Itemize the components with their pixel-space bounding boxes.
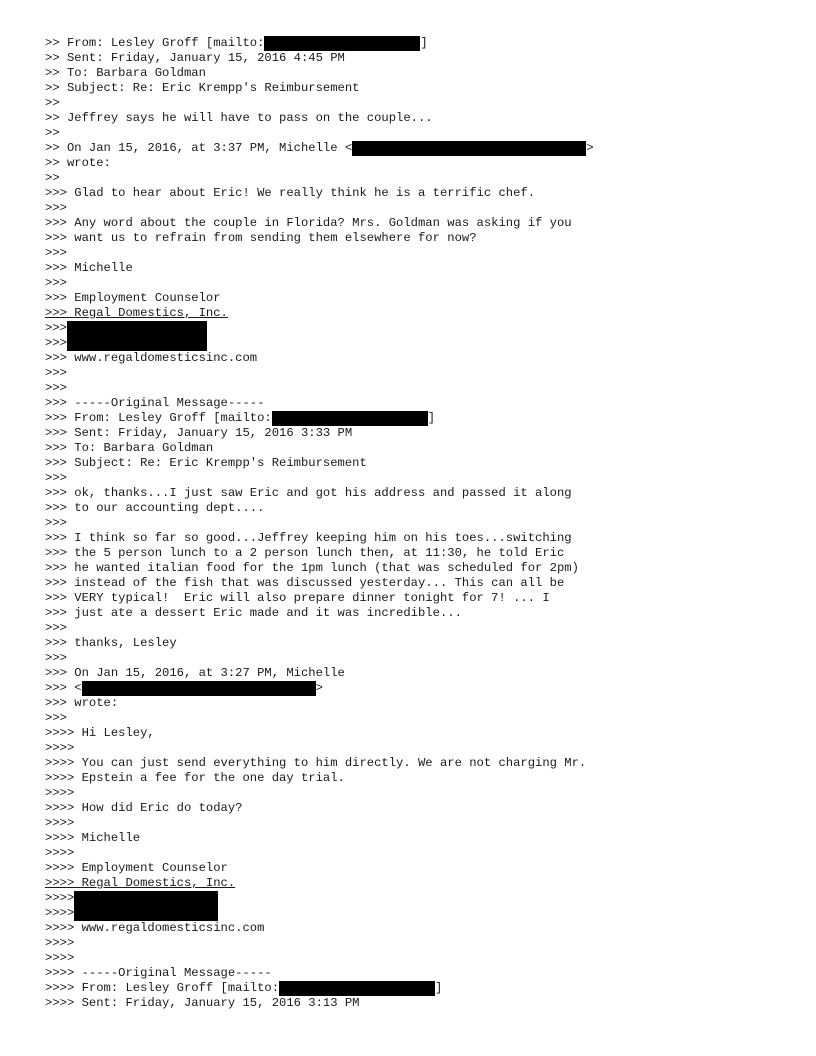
redacted-email-address (264, 36, 420, 51)
email-line-45: >>> wrote: (45, 696, 119, 710)
email-line-49: >>>> You can just send everything to him directly. We are not charging Mr. (45, 756, 587, 770)
email-line-58: >>>> (45, 891, 805, 906)
email-line-57: >>>> Regal Domestics, Inc. (45, 876, 236, 890)
email-line-11: >>> Glad to hear about Eric! We really think he is a terrific chef. (45, 186, 536, 200)
email-line-15: >>> (45, 246, 67, 260)
email-line-23: >>> (45, 366, 67, 380)
email-line-16: >>> Michelle (45, 261, 133, 275)
redacted-email-address (82, 681, 316, 696)
email-line-39: >>> just ate a dessert Eric made and it was incredible... (45, 606, 462, 620)
email-line-25: >>> -----Original Message----- (45, 396, 265, 410)
email-line-53: >>>> (45, 816, 75, 830)
email-line-12: >>> (45, 201, 67, 215)
email-line-13: >>> Any word about the couple in Florida? Mrs. Goldman was asking if you (45, 216, 572, 230)
email-line-31: >>> ok, thanks...I just saw Eric and got his address and passed it along (45, 486, 572, 500)
email-line-65: >>>> Sent: Friday, January 15, 2016 3:13 PM (45, 996, 360, 1010)
email-line-41: >>> thanks, Lesley (45, 636, 177, 650)
email-line-35: >>> the 5 person lunch to a 2 person lunch then, at 11:30, he told Eric (45, 546, 565, 560)
email-line-64: >>>> From: Lesley Groff [mailto: ] (45, 981, 443, 995)
email-line-10: >> (45, 171, 60, 185)
email-document (45, 36, 805, 1011)
email-line-60: >>>> www.regaldomesticsinc.com (45, 921, 265, 935)
email-line-51: >>>> (45, 786, 75, 800)
email-line-26: >>> From: Lesley Groff [mailto: ] (45, 411, 436, 425)
redacted-email-address (272, 411, 428, 426)
email-line-19: >>> Regal Domestics, Inc. (45, 306, 228, 320)
email-line-54: >>>> Michelle (45, 831, 141, 845)
email-line-63: >>>> -----Original Message----- (45, 966, 272, 980)
email-line-22: >>> www.regaldomesticsinc.com (45, 351, 258, 365)
email-line-6: >> Jeffrey says he will have to pass on the couple... (45, 111, 433, 125)
email-line-4: >> Subject: Re: Eric Krempp's Reimbursement (45, 81, 360, 95)
email-line-2: >> Sent: Friday, January 15, 2016 4:45 PM (45, 51, 345, 65)
email-line-29: >>> Subject: Re: Eric Krempp's Reimbursement (45, 456, 367, 470)
email-line-7: >> (45, 126, 60, 140)
email-line-8: >> On Jan 15, 2016, at 3:37 PM, Michelle < > (45, 141, 594, 155)
email-line-38: >>> VERY typical! Eric will also prepare dinner tonight for 7! ... I (45, 591, 550, 605)
email-line-37: >>> instead of the fish that was discussed yesterday... This can all be (45, 576, 565, 590)
email-line-48: >>>> (45, 741, 75, 755)
email-line-46: >>> (45, 711, 67, 725)
email-line-40: >>> (45, 621, 67, 635)
email-line-36: >>> he wanted italian food for the 1pm lunch (that was scheduled for 2pm) (45, 561, 579, 575)
email-line-5: >> (45, 96, 60, 110)
email-line-55: >>>> (45, 846, 75, 860)
email-line-21: >>> (45, 336, 67, 350)
redacted-email-address (279, 981, 435, 996)
email-line-62: >>>> (45, 951, 75, 965)
email-line-1: >> From: Lesley Groff [mailto: ] (45, 36, 428, 50)
email-line-30: >>> (45, 471, 67, 485)
email-line-14: >>> want us to refrain from sending them elsewhere for now? (45, 231, 477, 245)
redacted-contact-block (74, 891, 218, 921)
email-line-17: >>> (45, 276, 67, 290)
email-line-34: >>> I think so far so good...Jeffrey keeping him on his toes...switching (45, 531, 572, 545)
email-line-3: >> To: Barbara Goldman (45, 66, 206, 80)
email-line-27: >>> Sent: Friday, January 15, 2016 3:33 PM (45, 426, 353, 440)
email-line-18: >>> Employment Counselor (45, 291, 221, 305)
email-line-20: >>> (45, 321, 805, 336)
email-line-43: >>> On Jan 15, 2016, at 3:27 PM, Michelle (45, 666, 345, 680)
redacted-email-address (352, 141, 586, 156)
email-line-28: >>> To: Barbara Goldman (45, 441, 214, 455)
email-line-33: >>> (45, 516, 67, 530)
email-line-59: >>>> (45, 906, 75, 920)
email-line-44: >>> < > (45, 681, 323, 695)
email-line-50: >>>> Epstein a fee for the one day trial. (45, 771, 345, 785)
email-line-61: >>>> (45, 936, 75, 950)
email-line-56: >>>> Employment Counselor (45, 861, 228, 875)
email-line-9: >> wrote: (45, 156, 111, 170)
email-line-24: >>> (45, 381, 67, 395)
email-line-52: >>>> How did Eric do today? (45, 801, 243, 815)
email-line-32: >>> to our accounting dept.... (45, 501, 265, 515)
email-line-42: >>> (45, 651, 67, 665)
redacted-contact-block (67, 321, 207, 351)
email-line-47: >>>> Hi Lesley, (45, 726, 155, 740)
